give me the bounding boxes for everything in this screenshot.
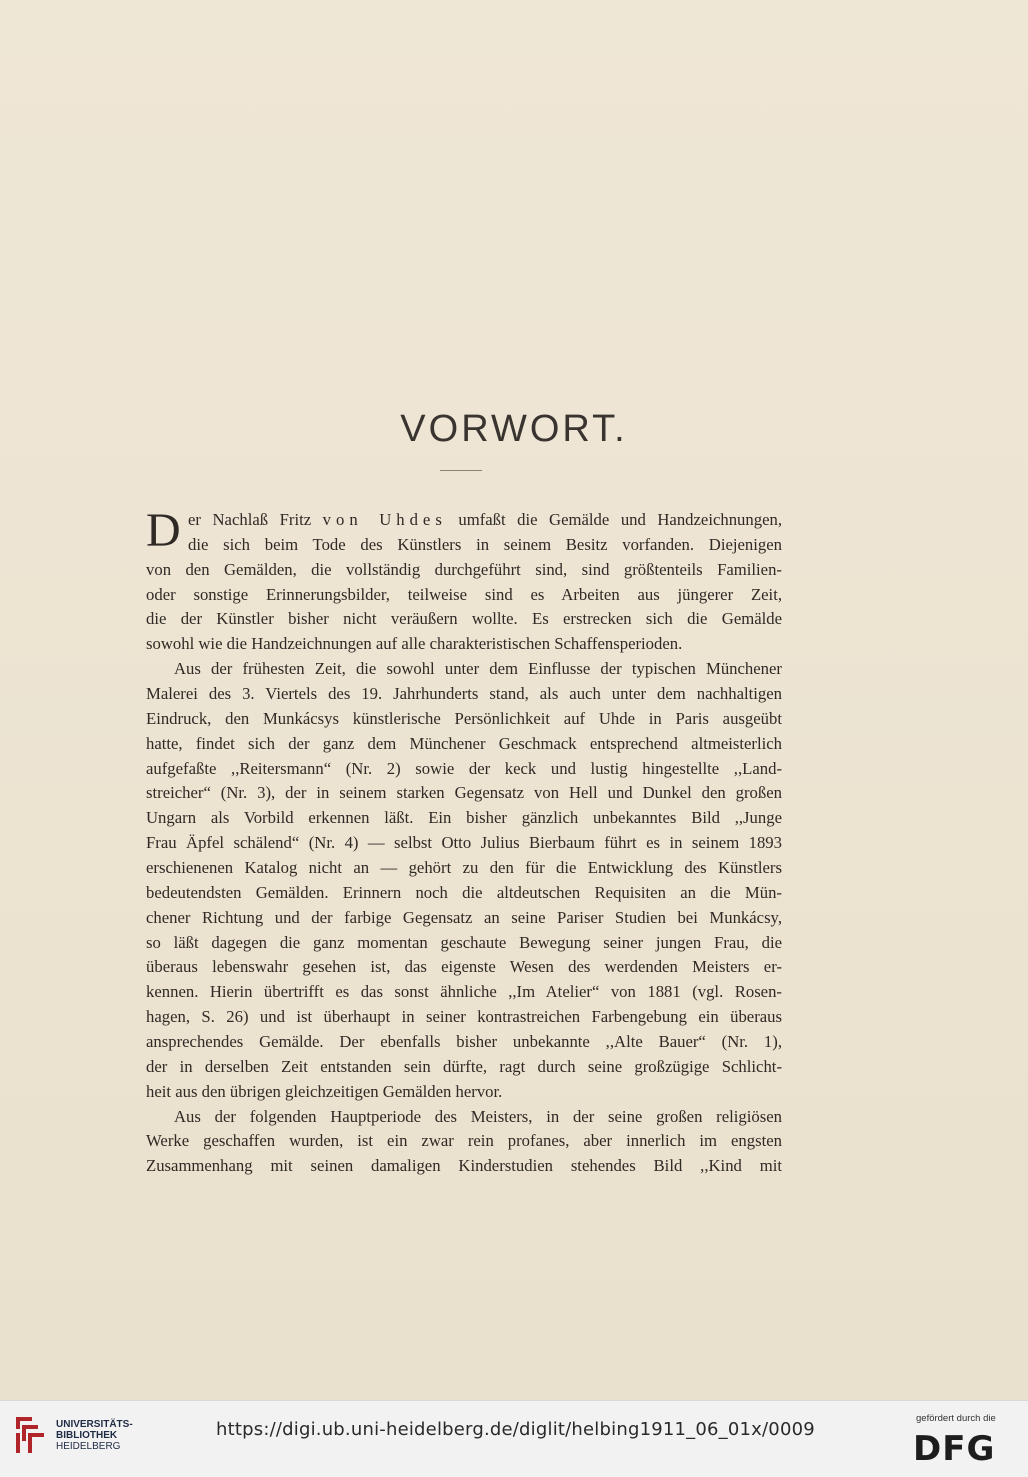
text-line [146,806,782,831]
text-segment: erschienenen Katalog nicht an — gehört zu den für die Entwicklung des Künstlers [146,858,782,878]
text-line [146,1080,782,1105]
text-line [146,1154,782,1179]
text-segment: er Nachlaß Fritz [188,510,323,529]
text-line [146,906,782,931]
text-line [146,931,782,956]
university-library-logo-text [56,1419,133,1452]
university-library-logo-icon [12,1411,50,1459]
text-line [146,856,782,881]
text-segment: überaus lebenswahr gesehen ist, das eigenste Wesen des werdenden Meisters er- [146,957,782,977]
title-divider [440,470,482,471]
text-line [146,881,782,906]
text-segment: Frau Äpfel schälend“ (Nr. 4) — selbst Otto Julius Bierbaum führt es in seinem 1893 [146,833,782,853]
viewer-footer [0,1400,1028,1477]
text-line [146,1055,782,1080]
text-line [146,1005,782,1030]
text-segment: aufgefaßte ,,Reitersmann“ (Nr. 2) sowie der keck und lustig hingestellte ,,Land- [146,758,782,778]
text-segment: ansprechendes Gemälde. Der ebenfalls bisher unbekannte ,,Alte Bauer“ (Nr. 1), [146,1032,782,1052]
text-segment: hatte, findet sich der ganz dem Münchener Geschmack entsprechend altmeisterlich [146,733,782,753]
text-line [146,533,782,558]
text-line [146,1105,782,1130]
text-line [146,1129,782,1154]
logo-line-1: UNIVERSITÄTS- [56,1419,133,1430]
text-segment: Werke geschaffen wurden, ist ein zwar rein profanes, aber innerlich im engsten [146,1131,782,1151]
text-segment: streicher“ (Nr. 3), der in seinem starken Gegensatz von Hell und Dunkel den großen [146,783,782,803]
text-segment: chener Richtung und der farbige Gegensatz an seine Pariser Studien bei Munkácsy, [146,907,782,927]
text-line [146,707,782,732]
text-segment: heit aus den übrigen gleichzeitigen Gemälden hervor. [146,1081,503,1101]
text-segment: bedeutendsten Gemälden. Erinnern noch die altdeutschen Requisiten an die Mün- [146,882,782,902]
text-line [146,980,782,1005]
text-segment: Aus der folgenden Hauptperiode des Meisters, in der seine großen religiösen [174,1106,782,1126]
text-segment: der in derselben Zeit entstanden sein dürfte, ragt durch seine großzügige Schlicht- [146,1056,782,1076]
text-segment: umfaßt die Gemälde und Handzeichnungen, [446,510,782,529]
text-line [146,607,782,632]
text-line [146,732,782,757]
permalink-url[interactable]: https://digi.ub.uni-heidelberg.de/diglit/helbing1911_06_01x/0009 [216,1419,815,1440]
page-title: VORWORT. [400,408,628,450]
text-line [146,558,782,583]
text-line [146,583,782,608]
text-line [146,831,782,856]
text-segment: so läßt dagegen die ganz momentan geschaute Bewegung seiner jungen Frau, die [146,932,782,952]
logo-line-2: BIBLIOTHEK [56,1430,118,1441]
text-line [146,508,782,533]
funding-caption: gefördert durch die [916,1413,996,1424]
text-segment: kennen. Hierin übertrifft es das sonst ähnliche ,,Im Atelier“ von 1881 (vgl. Rosen- [146,982,782,1002]
text-segment: die der Künstler bisher nicht veräußern wollte. Es erstrecken sich die Gemälde [146,609,782,629]
text-segment: die sich beim Tode des Künstlers in seinem Besitz vorfanden. Diejenigen [188,534,782,554]
text-segment: Eindruck, den Munkácsys künstlerische Persönlichkeit auf Uhde in Paris ausgeübt [146,708,782,728]
spaced-name: von Uhdes [322,510,447,529]
text-line [146,781,782,806]
preface-body [146,504,782,1179]
text-segment: Zusammenhang mit seinen damaligen Kinderstudien stehendes Bild ,,Kind mit [146,1156,782,1176]
text-line [146,1030,782,1055]
text-segment: hagen, S. 26) und ist überhaupt in seiner kontrastreichen Farbengebung ein überaus [146,1007,782,1027]
text-segment: Ungarn als Vorbild erkennen läßt. Ein bisher gänzlich unbekanntes Bild ,,Junge [146,808,782,828]
text-line [146,682,782,707]
text-segment: von den Gemälden, die vollständig durchgeführt sind, sind größtenteils Familien- [146,559,782,579]
text-line [146,955,782,980]
text-segment: Aus der frühesten Zeit, die sowohl unter dem Einflusse der typischen Münchener [174,659,782,679]
logo-line-3: HEIDELBERG [56,1441,121,1452]
text-line [146,657,782,682]
text-lines [146,504,782,1179]
text-segment: Malerei des 3. Viertels des 19. Jahrhunderts stand, als auch unter dem nachhaltigen [146,684,782,704]
dfg-logo: DFG [913,1429,996,1469]
text-line [146,632,782,657]
text-segment: sowohl wie die Handzeichnungen auf alle charakteristischen Schaffensperioden. [146,634,683,654]
text-line [146,757,782,782]
text-segment: oder sonstige Erinnerungsbilder, teilweise sind es Arbeiten aus jüngerer Zeit, [146,584,782,604]
drop-cap: D [146,504,181,557]
